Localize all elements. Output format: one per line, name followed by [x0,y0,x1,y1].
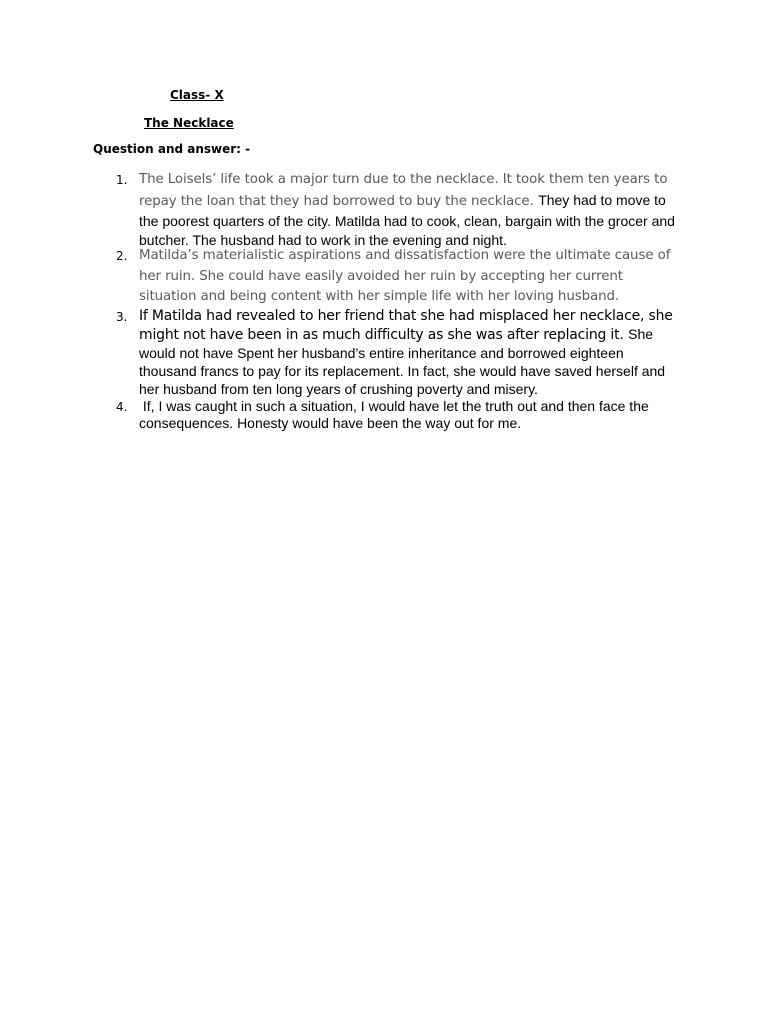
answer-text-black: They had to move to the poorest quarters of the city. Matilda had to cook, clean, bargain with the grocer and butcher. The husband had to work in the evening and night. [139,191,675,248]
class-heading: Class- X [170,88,224,102]
answer-text [139,170,684,250]
section-label: Question and answer: - [93,142,251,156]
answer-text-large: If Matilda had revealed to her friend that she had misplaced her necklace, she might not have been in as much difficulty as she was after replacing it. [139,308,673,343]
document-title: The Necklace [144,116,234,130]
answer-number: 4. [116,400,128,414]
answer-number: 3. [116,310,128,324]
answer-number: 2. [116,249,128,263]
answer-number: 1. [116,173,128,187]
answer-text-gray: The Loisels’ life took a major turn due to the necklace. It took them ten years to repay the loan that they had borrowed to buy the necklace. [139,172,668,209]
answer-text-black: She would not have Spent her husband’s entire inheritance and borrowed eighteen thousand francs to pay for its replacement. In fact, she would have saved herself and her husband from ten long years of crushing poverty and misery. [139,326,666,397]
answer-text-gray: Matilda’s materialistic aspirations and dissatisfaction were the ultimate cause of her ruin. She could have easily avoided her ruin by accepting her current situation and being content with her simple life with her loving husband. [139,248,671,304]
answer-text-black: If, I was caught in such a situation, I would have let the truth out and then face the consequences. Honesty would have been the way out for me. [139,398,653,431]
answer-text [139,307,684,399]
